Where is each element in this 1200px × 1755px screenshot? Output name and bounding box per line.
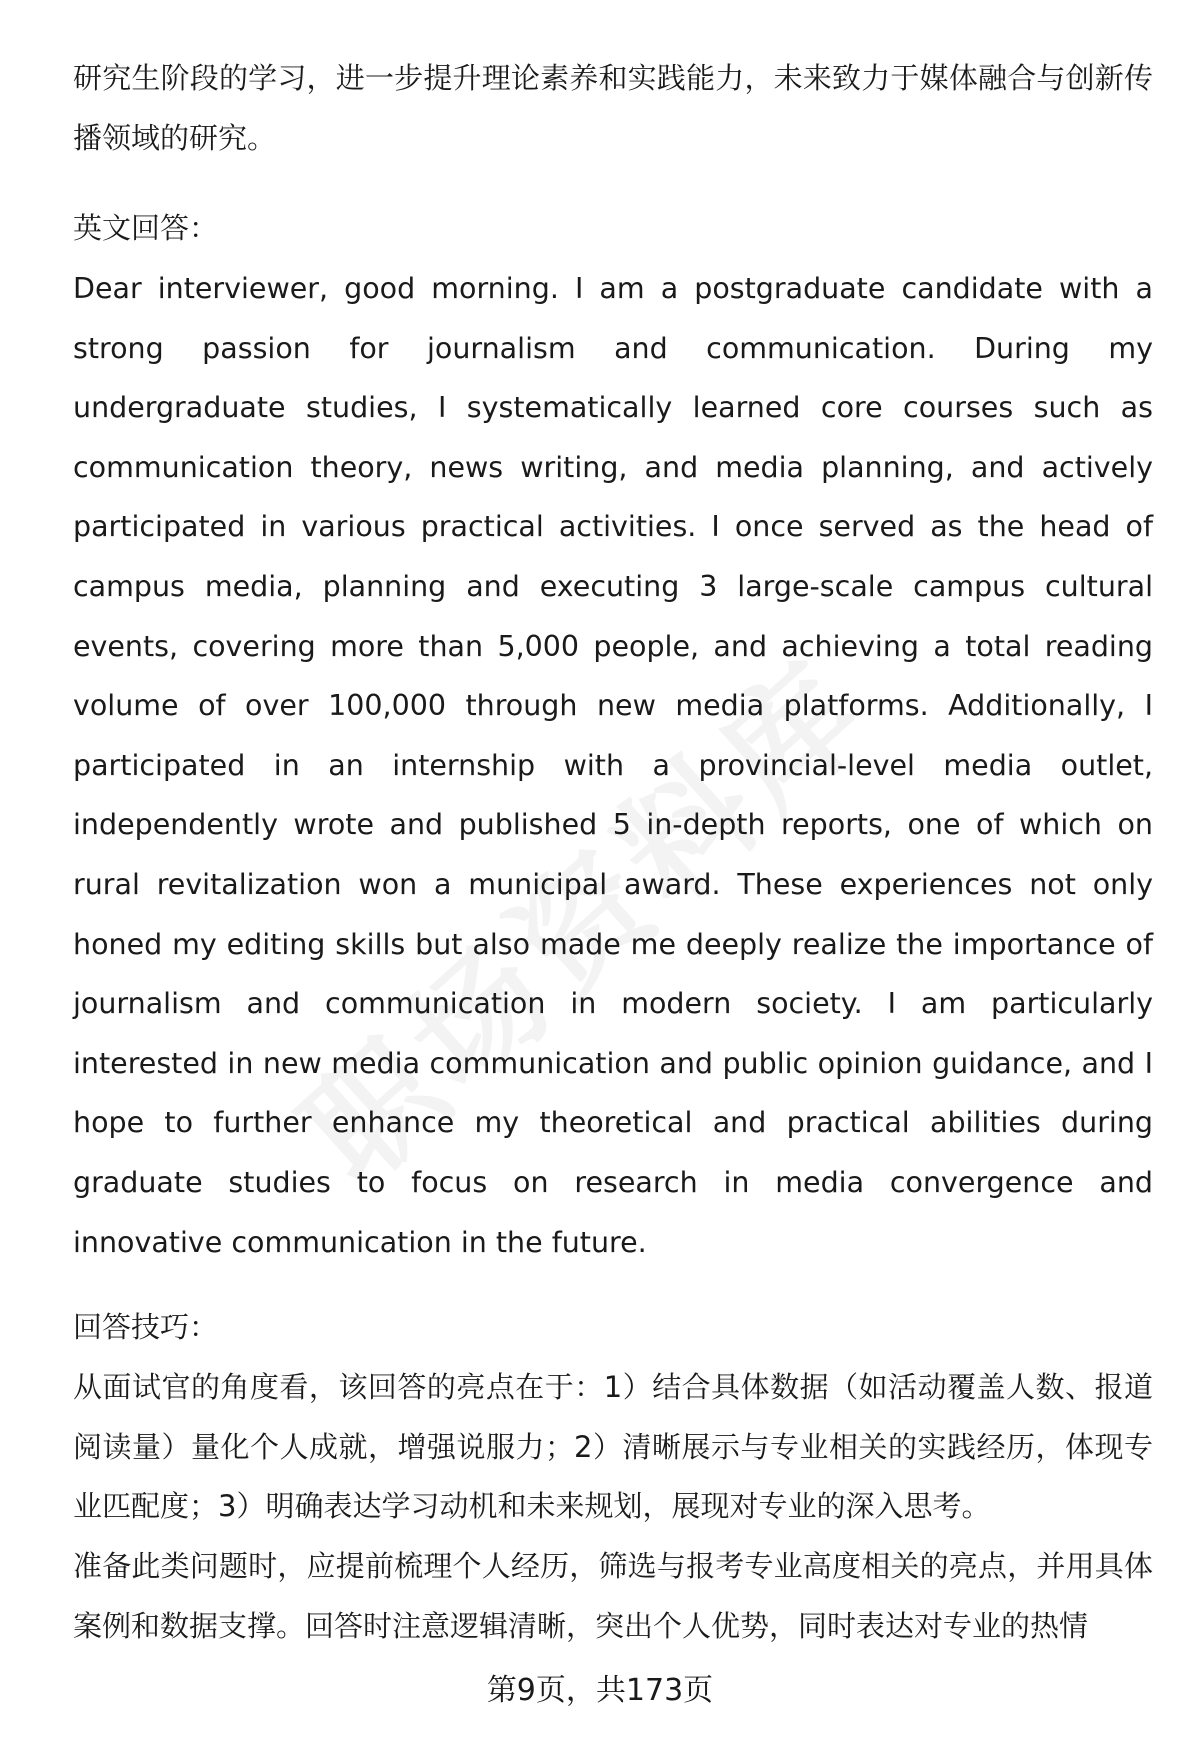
intro-paragraph-cn: 研究生阶段的学习，进一步提升理论素养和实践能力，未来致力于媒体融合与创新传播领域的研究。 xyxy=(73,61,1153,155)
english-answer-body: Dear interviewer, good morning. I am a postgraduate candidate with a strong passion for journalism and communication. During my undergraduate studies, I systematically learned core courses such as communication theory, news writing, and media planning, and actively participated in various practical activities. I once served as the head of campus media, planning and executing 3 large-scale campus cultural events, covering more than 5,000 people, and achieving a total reading volume of over 100,000 through new media platforms. Additionally, I participated in an internship with a provincial-level media outlet, independently wrote and published 5 in-depth reports, one of which on rural revitalization won a municipal award. These experiences not only honed my editing skills but also made me deeply realize the importance of journalism and communication in modern society. I am particularly interested in new media communication and public opinion guidance, and I hope to further enhance my theoretical and practical abilities during graduate studies to focus on research in media convergence and innovative communication in the future. xyxy=(73,272,1153,1259)
page-number-footer: 第9页，共173页 xyxy=(486,1673,714,1708)
tips-paragraph-2: 准备此类问题时，应提前梳理个人经历，筛选与报考专业高度相关的亮点，并用具体案例和数据支撑。回答时注意逻辑清晰，突出个人优势，同时表达对专业的热情 xyxy=(73,1549,1153,1643)
tips-paragraph-1: 从面试官的角度看，该回答的亮点在于：1）结合具体数据（如活动覆盖人数、报道阅读量）量化个人成就，增强说服力；2）清晰展示与专业相关的实践经历，体现专业匹配度；3）明确表达学习动机和未来规划，展现对专业的深入思考。 xyxy=(73,1370,1153,1524)
english-answer-heading: 英文回答： xyxy=(73,211,219,245)
tips-heading: 回答技巧： xyxy=(73,1310,219,1344)
